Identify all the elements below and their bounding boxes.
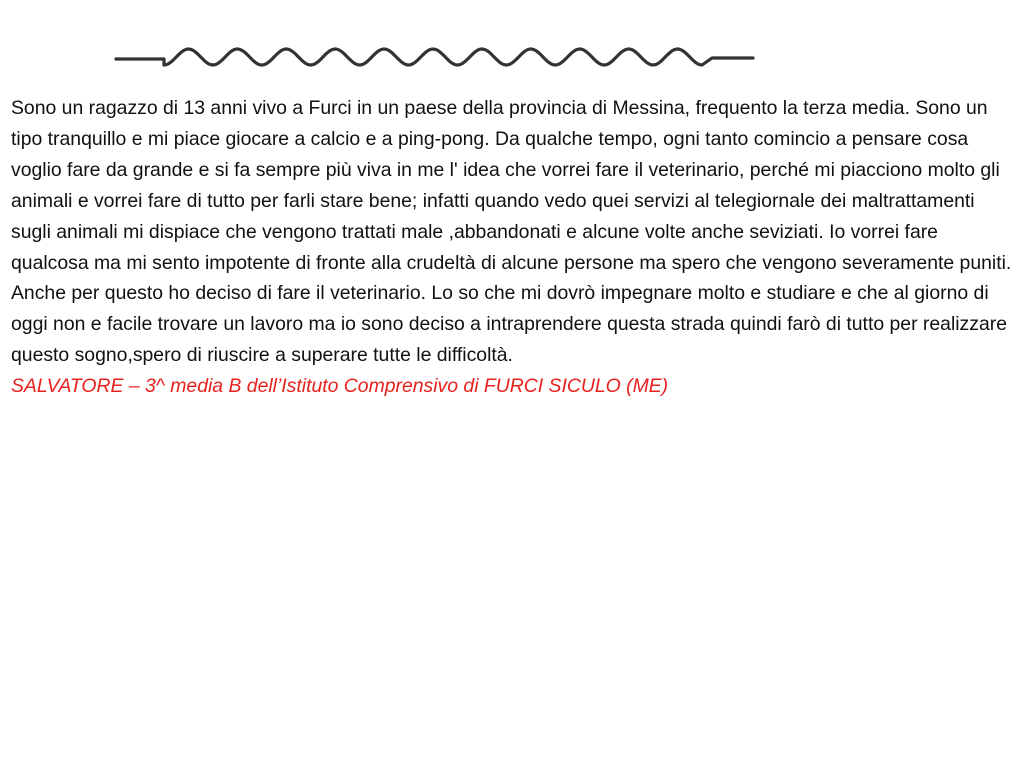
essay-paragraph: Sono un ragazzo di 13 anni vivo a Furci in un paese della provincia di Messina, frequento la terza media. Sono un tipo tranquillo e mi piace giocare a calcio e a ping-pong. Da qualche tempo, ogni tanto comincio a pensare cosa voglio fare da grande e si fa sempre più viva in me l' idea che vorrei fare il veterinario, perché mi piacciono molto gli animali e vorrei fare di tutto per farli stare bene; infatti quando vedo quei servizi al telegiornale dei maltrattamenti sugli animali mi dispiace che vengono trattati male ,abbandonati e alcune volte anche seviziati. Io vorrei fare qualcosa ma mi sento impotente di fronte alla crudeltà di alcune persone ma spero che vengono severamente puniti. Anche per questo ho deciso di fare il veterinario. Lo so che mi dovrò impegnare molto e studiare e che al giorno di oggi non e facile trovare un lavoro ma io sono deciso a intraprendere questa strada quindi farò di tutto per realizzare questo sogno,spero di riuscire a superare tutte le difficoltà. xyxy=(11,97,1012,367)
wavy-line-icon xyxy=(112,40,757,74)
text-block xyxy=(11,93,1017,402)
author-signature: SALVATORE – 3^ media B dell’Istituto Comprensivo di FURCI SICULO (ME) xyxy=(11,375,669,398)
